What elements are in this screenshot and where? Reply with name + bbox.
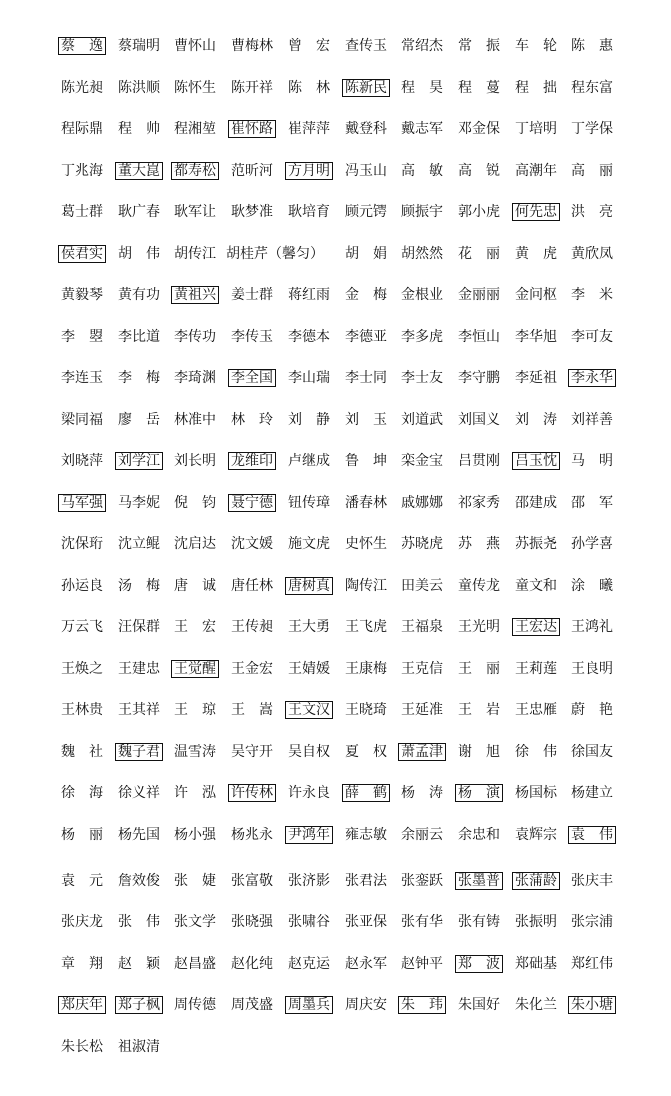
name-entry: 丁兆海 (61, 163, 103, 179)
name-entry: 王忠雁 (515, 702, 557, 718)
name-entry: 王焕之 (61, 661, 103, 677)
name-entry: 王金宏 (231, 661, 273, 677)
name-entry: 詹效俊 (118, 873, 160, 889)
name-entry: 金丽丽 (458, 287, 500, 303)
name-entry: 郑红伟 (571, 956, 613, 972)
name-entry: 邓金保 (458, 121, 500, 137)
name-entry: 张振明 (515, 914, 557, 930)
name-entry: 张有华 (401, 914, 443, 930)
name-entry: 朱国好 (458, 997, 500, 1013)
name-entry: 洪 亮 (571, 204, 613, 220)
name-entry: 赵克运 (288, 956, 330, 972)
name-entry: 黄毅琴 (61, 287, 103, 303)
name-entry: 郑础基 (515, 956, 557, 972)
name-entry: 孙运良 (61, 578, 103, 594)
name-entry: 张啸谷 (288, 914, 330, 930)
name-entry: 杨 丽 (61, 827, 103, 843)
name-entry: 张君法 (345, 873, 387, 889)
name-entry: 朱 玮 (398, 996, 446, 1014)
name-entry: 徐 海 (61, 785, 103, 801)
name-entry: 陈洪顺 (118, 80, 160, 96)
name-entry: 黄欣凤 (571, 246, 613, 262)
name-entry: 高潮年 (515, 163, 557, 179)
name-entry: 汤 梅 (118, 578, 160, 594)
name-entry: 史怀生 (345, 536, 387, 552)
name-entry: 王飞虎 (345, 619, 387, 635)
name-entry: 常绍杰 (401, 38, 443, 54)
name-entry: 李比道 (118, 329, 160, 345)
name-entry: 胡桂芹（馨匀） (226, 246, 324, 262)
name-entry: 王 岩 (458, 702, 500, 718)
name-entry: 温雪涛 (174, 744, 216, 760)
name-entry: 徐义祥 (118, 785, 160, 801)
name-entry: 刘晓萍 (61, 453, 103, 469)
name-entry: 程 蔓 (458, 80, 500, 96)
name-entry: 王觉醒 (171, 660, 219, 678)
name-entry: 李德本 (288, 329, 330, 345)
name-entry: 胡然然 (401, 246, 443, 262)
name-entry: 耿军让 (174, 204, 216, 220)
name-entry: 周传德 (174, 997, 216, 1013)
name-entry: 李士同 (345, 370, 387, 386)
name-entry: 蒋红雨 (288, 287, 330, 303)
name-entry: 王婧媛 (288, 661, 330, 677)
name-entry: 王其祥 (118, 702, 160, 718)
name-entry: 刘 涛 (515, 412, 557, 428)
name-entry: 张文学 (174, 914, 216, 930)
name-entry: 王克信 (401, 661, 443, 677)
name-entry: 卢继成 (288, 453, 330, 469)
name-entry: 袁 元 (61, 873, 103, 889)
name-entry: 童文和 (515, 578, 557, 594)
name-entry: 周茂盛 (231, 997, 273, 1013)
name-entry: 万云飞 (61, 619, 103, 635)
name-entry: 李全国 (228, 369, 276, 387)
name-entry: 王莉莲 (515, 661, 557, 677)
name-entry: 马李妮 (118, 495, 160, 511)
name-entry: 赵永军 (345, 956, 387, 972)
name-entry: 李 米 (571, 287, 613, 303)
name-entry: 丁学保 (571, 121, 613, 137)
name-entry: 王光明 (458, 619, 500, 635)
name-entry: 杨 演 (455, 784, 503, 802)
name-entry: 章 翔 (61, 956, 103, 972)
name-entry: 邵建成 (515, 495, 557, 511)
name-entry: 王文汉 (285, 701, 333, 719)
name-entry: 张有铸 (458, 914, 500, 930)
name-entry: 曹梅林 (231, 38, 273, 54)
name-entry: 张蒲龄 (512, 872, 560, 890)
name-entry: 李守鹏 (458, 370, 500, 386)
name-entry: 冯玉山 (345, 163, 387, 179)
name-entry: 赵昌盛 (174, 956, 216, 972)
name-entry: 车 轮 (515, 38, 557, 54)
name-entry: 周墨兵 (285, 996, 333, 1014)
name-entry: 范昕河 (231, 163, 273, 179)
name-entry: 姜士群 (231, 287, 273, 303)
name-entry: 程 昊 (401, 80, 443, 96)
name-entry: 张亚保 (345, 914, 387, 930)
name-entry: 黄祖兴 (171, 286, 219, 304)
name-entry: 刘长明 (174, 453, 216, 469)
name-entry: 刘 玉 (345, 412, 387, 428)
name-entry: 沈保珩 (61, 536, 103, 552)
name-entry: 陈 林 (288, 80, 330, 96)
name-entry: 魏 社 (61, 744, 103, 760)
name-entry: 王 宏 (174, 619, 216, 635)
name-entry: 戚娜娜 (401, 495, 443, 511)
name-entry: 李传玉 (231, 329, 273, 345)
name-entry: 李延祖 (515, 370, 557, 386)
name-entry: 赵 颖 (118, 956, 160, 972)
name-entry: 李山瑞 (288, 370, 330, 386)
name-entry: 钮传璋 (288, 495, 330, 511)
name-entry: 金 梅 (345, 287, 387, 303)
name-entry: 高 敏 (401, 163, 443, 179)
name-entry: 朱长松 (61, 1039, 103, 1055)
name-entry: 徐 伟 (515, 744, 557, 760)
name-entry: 吕贯刚 (458, 453, 500, 469)
name-entry: 张庆丰 (571, 873, 613, 889)
name-entry: 杨先国 (118, 827, 160, 843)
name-entry: 李传功 (174, 329, 216, 345)
name-entry: 杨小强 (174, 827, 216, 843)
name-entry: 都寿松 (171, 162, 219, 180)
name-entry: 沈文媛 (231, 536, 273, 552)
name-entry: 董大崑 (115, 162, 163, 180)
name-entry: 顾振宇 (401, 204, 443, 220)
name-entry: 杨建立 (571, 785, 613, 801)
name-entry: 侯君实 (58, 245, 106, 263)
name-entry: 林 玲 (231, 412, 273, 428)
name-entry: 刘学江 (115, 452, 163, 470)
name-entry: 鲁 坤 (345, 453, 387, 469)
name-entry: 戴志军 (401, 121, 443, 137)
name-entry: 许永良 (288, 785, 330, 801)
name-entry: 吴守开 (231, 744, 273, 760)
name-entry: 耿培育 (288, 204, 330, 220)
name-entry: 李华旭 (515, 329, 557, 345)
name-entry: 胡传江 (174, 246, 216, 262)
name-entry: 常 振 (458, 38, 500, 54)
name-entry: 朱化兰 (515, 997, 557, 1013)
name-entry: 梁同福 (61, 412, 103, 428)
name-entry: 廖 岳 (118, 412, 160, 428)
name-entry: 高 锐 (458, 163, 500, 179)
name-entry: 雍志敏 (345, 827, 387, 843)
name-entry: 高 丽 (571, 163, 613, 179)
name-entry: 崔怀路 (228, 120, 276, 138)
name-entry: 李士友 (401, 370, 443, 386)
name-entry: 郑庆年 (58, 996, 106, 1014)
name-entry: 李 梅 (118, 370, 160, 386)
name-entry: 汪保群 (118, 619, 160, 635)
name-entry: 金问枢 (515, 287, 557, 303)
name-entry: 戴登科 (345, 121, 387, 137)
name-entry: 程 拙 (515, 80, 557, 96)
name-entry: 王 丽 (458, 661, 500, 677)
name-entry: 黄有功 (118, 287, 160, 303)
name-entry: 张济影 (288, 873, 330, 889)
name-entry: 许 泓 (174, 785, 216, 801)
name-entry: 张晓强 (231, 914, 273, 930)
name-entry: 蔚 艳 (571, 702, 613, 718)
name-entry: 曹怀山 (174, 38, 216, 54)
name-entry: 刘道武 (401, 412, 443, 428)
name-entry: 张 婕 (174, 873, 216, 889)
name-entry: 林准中 (174, 412, 216, 428)
name-entry: 王林贵 (61, 702, 103, 718)
name-entry: 李可友 (571, 329, 613, 345)
name-entry: 潘春林 (345, 495, 387, 511)
name-entry: 唐 诚 (174, 578, 216, 594)
name-entry: 李琦渊 (174, 370, 216, 386)
name-entry: 王良明 (571, 661, 613, 677)
name-entry: 龙维印 (228, 452, 276, 470)
name-entry: 夏 权 (345, 744, 387, 760)
name-entry: 孙学喜 (571, 536, 613, 552)
name-entry: 胡 伟 (118, 246, 160, 262)
name-entry: 查传玉 (345, 38, 387, 54)
name-entry: 王传昶 (231, 619, 273, 635)
name-entry: 聂宁德 (228, 494, 276, 512)
name-entry: 王康梅 (345, 661, 387, 677)
name-entry: 余忠和 (458, 827, 500, 843)
name-entry: 赵化纯 (231, 956, 273, 972)
name-entry: 吴自权 (288, 744, 330, 760)
name-entry: 王 嵩 (231, 702, 273, 718)
name-entry: 郭小虎 (458, 204, 500, 220)
name-entry: 杨国标 (515, 785, 557, 801)
name-entry: 王宏达 (512, 618, 560, 636)
name-entry: 张庆龙 (61, 914, 103, 930)
name-entry: 程湘堃 (174, 121, 216, 137)
name-entry: 耿梦准 (231, 204, 273, 220)
name-entry: 马 明 (571, 453, 613, 469)
name-entry: 魏子君 (115, 743, 163, 761)
name-entry: 曾 宏 (288, 38, 330, 54)
name-entry: 顾元锷 (345, 204, 387, 220)
name-entry: 马军强 (58, 494, 106, 512)
name-entry: 花 丽 (458, 246, 500, 262)
name-entry: 金根业 (401, 287, 443, 303)
name-entry: 陈光昶 (61, 80, 103, 96)
name-entry: 程东富 (571, 80, 613, 96)
name-entry: 葛士群 (61, 204, 103, 220)
name-entry: 程际鼎 (61, 121, 103, 137)
name-entry: 胡 娟 (345, 246, 387, 262)
name-entry: 苏晓虎 (401, 536, 443, 552)
name-entry: 谢 旭 (458, 744, 500, 760)
name-entry: 李多虎 (401, 329, 443, 345)
name-entry: 朱小塘 (568, 996, 616, 1014)
name-entry: 许传林 (228, 784, 276, 802)
name-entry: 袁 伟 (568, 826, 616, 844)
name-entry: 倪 钧 (174, 495, 216, 511)
name-entry: 王延准 (401, 702, 443, 718)
name-entry: 唐树真 (285, 577, 333, 595)
name-entry: 方月明 (285, 162, 333, 180)
name-entry: 陈怀生 (174, 80, 216, 96)
name-entry: 王鸿礼 (571, 619, 613, 635)
name-entry: 李德亚 (345, 329, 387, 345)
name-entry: 薛 鹤 (342, 784, 390, 802)
name-entry: 何先忠 (512, 203, 560, 221)
name-entry: 李永华 (568, 369, 616, 387)
name-entry: 蔡瑞明 (118, 38, 160, 54)
name-entry: 刘 静 (288, 412, 330, 428)
name-entry: 耿广春 (118, 204, 160, 220)
name-entry: 陈 惠 (571, 38, 613, 54)
name-entry: 刘国义 (458, 412, 500, 428)
name-entry: 程 帅 (118, 121, 160, 137)
name-entry: 张銮跃 (401, 873, 443, 889)
name-entry: 张 伟 (118, 914, 160, 930)
name-entry: 唐任林 (231, 578, 273, 594)
name-entry: 张墨普 (455, 872, 503, 890)
name-entry: 沈立鲲 (118, 536, 160, 552)
name-entry: 李恒山 (458, 329, 500, 345)
name-entry: 杨 涛 (401, 785, 443, 801)
name-entry: 尹鸿年 (285, 826, 333, 844)
name-entry: 余丽云 (401, 827, 443, 843)
name-entry: 徐国友 (571, 744, 613, 760)
name-entry: 田美云 (401, 578, 443, 594)
name-entry: 吕玉忱 (512, 452, 560, 470)
name-entry: 赵钟平 (401, 956, 443, 972)
name-entry: 王福泉 (401, 619, 443, 635)
name-entry: 王 琼 (174, 702, 216, 718)
name-entry: 王晓琦 (345, 702, 387, 718)
name-entry: 张富敬 (231, 873, 273, 889)
name-entry: 童传龙 (458, 578, 500, 594)
name-entry: 涂 曦 (571, 578, 613, 594)
name-entry: 祁家秀 (458, 495, 500, 511)
name-entry: 邵 军 (571, 495, 613, 511)
name-entry: 施文虎 (288, 536, 330, 552)
name-entry: 郑子枫 (115, 996, 163, 1014)
name-entry: 陈新民 (342, 79, 390, 97)
name-entry: 张宗浦 (571, 914, 613, 930)
name-entry: 栾金宝 (401, 453, 443, 469)
name-entry: 李 曌 (61, 329, 103, 345)
name-entry: 陈开祥 (231, 80, 273, 96)
name-entry: 郑 波 (455, 955, 503, 973)
name-entry: 萧孟津 (398, 743, 446, 761)
name-entry: 苏振尧 (515, 536, 557, 552)
name-entry: 王大勇 (288, 619, 330, 635)
name-entry: 祖淑清 (118, 1039, 160, 1055)
name-entry: 刘祥善 (571, 412, 613, 428)
name-entry: 丁培明 (515, 121, 557, 137)
name-entry: 李连玉 (61, 370, 103, 386)
name-entry: 杨兆永 (231, 827, 273, 843)
name-entry: 苏 燕 (458, 536, 500, 552)
name-entry: 黄 虎 (515, 246, 557, 262)
name-entry: 蔡 逸 (58, 37, 106, 55)
name-entry: 周庆安 (345, 997, 387, 1013)
name-entry: 沈启达 (174, 536, 216, 552)
name-entry: 陶传江 (345, 578, 387, 594)
name-entry: 崔萍萍 (288, 121, 330, 137)
name-entry: 王建忠 (118, 661, 160, 677)
name-entry: 袁辉宗 (515, 827, 557, 843)
